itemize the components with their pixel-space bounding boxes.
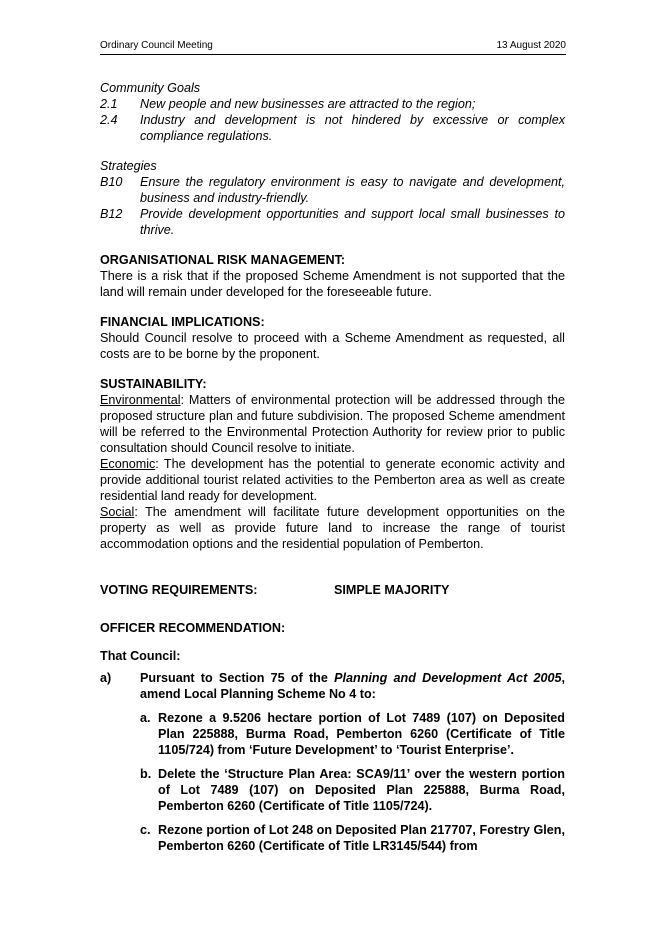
meeting-date: 13 August 2020 [496,40,566,51]
community-goals-title: Community Goals [100,81,201,95]
voting-label: VOTING REQUIREMENTS: [100,583,258,597]
strategy-item: B10 Ensure the regulatory environment is easy to navigate and development, business and industry-friendly. [100,175,565,205]
page-header [100,40,566,55]
sustainability-heading: SUSTAINABILITY: [100,377,207,391]
voting-value: SIMPLE MAJORITY [334,583,450,597]
recommendation-intro: That Council: [100,649,181,663]
goal-item: 2.1 New people and new businesses are attracted to the region; [100,97,476,111]
recommendation-subitem: b. Delete the ‘Structure Plan Area: SCA9/11’ over the western portion of Lot 7489 (107) on Deposited Plan 225888, Burma Road, Pemberton 6260 (Certificate of Title 1105/724). [140,767,565,813]
act-title: Planning and Development Act 2005 [334,671,562,685]
environmental-label: Environmental [100,393,181,407]
officer-recommendation-heading: OFFICER RECOMMENDATION: [100,621,286,635]
social-label: Social [100,505,135,519]
voting-requirements [100,582,565,598]
goal-item: 2.4 Industry and development is not hindered by excessive or complex compliance regulations. [100,113,565,143]
document-body [100,80,565,854]
social-paragraph: Social: The amendment will facilitate future development opportunities on the property as well as provide future land to increase the range of tourist accommodation options and the residential population of Pemberton. [100,505,565,551]
economic-label: Economic [100,457,156,471]
economic-paragraph: Economic: The development has the potential to generate economic activity and provide additional tourist related activities to the Pemberton area as well as create residential land ready for development. [100,457,565,503]
meeting-title: Ordinary Council Meeting [100,40,213,51]
risk-heading: ORGANISATIONAL RISK MANAGEMENT: [100,253,346,267]
strategies-title: Strategies [100,159,157,173]
environmental-paragraph: Environmental: Matters of environmental protection will be addressed through the proposed structure plan and future subdivision. The proposed Scheme amendment will be referred to the Environmental Protection Authority for review prior to public consultation should Council resolve to initiate. [100,393,565,455]
financial-text: Should Council resolve to proceed with a Scheme Amendment as requested, all costs are to be borne by the proponent. [100,331,565,361]
recommendation-item-a: a) Pursuant to Section 75 of the Planning and Development Act 2005, amend Local Planning Scheme No 4 to: [100,671,566,701]
recommendation-subitem: c. Rezone portion of Lot 248 on Deposited Plan 217707, Forestry Glen, Pemberton 6260 (Certificate of Title LR3145/544) from [140,823,565,853]
risk-text: There is a risk that if the proposed Scheme Amendment is not supported that the land will remain under developed for the foreseeable future. [100,269,565,299]
financial-heading: FINANCIAL IMPLICATIONS: [100,315,265,329]
strategy-item: B12 Provide development opportunities and support local small businesses to thrive. [100,207,565,237]
recommendation-subitem: a. Rezone a 9.5206 hectare portion of Lot 7489 (107) on Deposited Plan 225888, Burma Road, Pemberton 6260 (Certificate of Title 1105/724) from ‘Future Development’ to ‘Tourist Enterprise’. [140,711,565,757]
